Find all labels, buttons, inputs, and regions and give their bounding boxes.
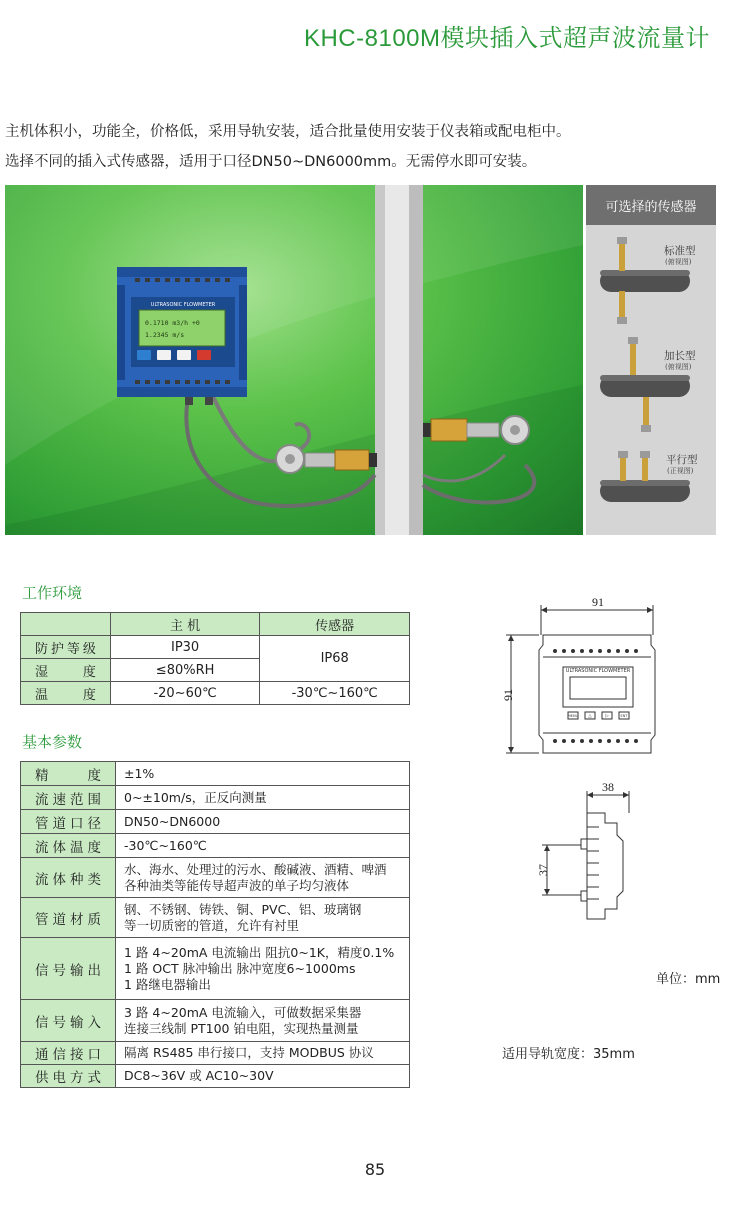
sensor-standard-sub: (俯视图)	[665, 258, 692, 266]
param-value: -30℃~160℃	[116, 834, 410, 858]
param-value: 3 路 4~20mA 电流输入，可做数据采集器 连接三线制 PT100 铂电阻，实现热量测量	[116, 1000, 410, 1042]
param-label: 管道材质	[21, 898, 116, 938]
device-brand: ULTRASONIC FLOWMETER	[150, 302, 216, 308]
sensor-parallel-sub: (正视图)	[667, 467, 694, 475]
param-value: 0~±10m/s，正反向测量	[116, 786, 410, 810]
table-row	[21, 786, 410, 810]
param-label: 信号输入	[21, 1000, 116, 1042]
param-value: 水、海水、处理过的污水、酸碱液、酒精、啤酒 各种油类等能传导超声波的单子均匀液体	[116, 858, 410, 898]
device-up-key	[157, 350, 171, 360]
intro-line-2: 选择不同的插入式传感器，适用于口径DN50~DN6000mm。无需停水即可安装。	[5, 154, 537, 170]
table-row	[21, 613, 410, 636]
sensor-standard-label: 标准型	[664, 245, 696, 257]
drawing-key-up: △	[588, 714, 592, 719]
param-label: 流体温度	[21, 834, 116, 858]
table-row	[21, 938, 410, 1000]
params-section-title: 基本参数	[22, 733, 83, 751]
param-label: 信号输出	[21, 938, 116, 1000]
table-row	[21, 1042, 410, 1065]
env-section-title: 工作环境	[22, 584, 83, 602]
table-row	[21, 858, 410, 898]
param-label: 流体种类	[21, 858, 116, 898]
env-cell: -20~60℃	[110, 682, 259, 705]
sensor-parallel-label: 平行型	[666, 454, 698, 466]
intro-line-1: 主机体积小，功能全，价格低，采用导轨安装，适合批量使用安装于仪表箱或配电柜中。	[5, 124, 571, 140]
sensor-panel-title: 可选择的传感器	[586, 185, 716, 225]
env-col-sensor: 传感器	[260, 613, 410, 636]
unit-label: 单位：mm	[656, 972, 721, 987]
table-row	[21, 834, 410, 858]
param-value: ±1%	[116, 762, 410, 786]
page-number: 85	[364, 1160, 386, 1179]
param-label: 管道口径	[21, 810, 116, 834]
drawing-key-menu: MENU	[567, 714, 579, 718]
param-label: 流速范围	[21, 786, 116, 810]
env-cell: IP30	[110, 636, 259, 659]
side-width-dim: 38	[602, 780, 614, 794]
env-row-label: 湿 度	[21, 659, 111, 682]
drawing-key-right: ▷	[605, 714, 609, 719]
env-col-host: 主 机	[110, 613, 259, 636]
env-cell: ≤80%RH	[110, 659, 259, 682]
param-label: 通信接口	[21, 1042, 116, 1065]
table-row	[21, 1065, 410, 1088]
table-row	[21, 1000, 410, 1042]
sensor-options-panel	[586, 185, 716, 535]
param-value: 1 路 4~20mA 电流输出 阻抗0~1K，精度0.1% 1 路 OCT 脉冲输出 脉冲宽度6~1000ms 1 路继电器输出	[116, 938, 410, 1000]
side-height-dim: 37	[536, 864, 550, 876]
env-row-label: 防护等级	[21, 636, 111, 659]
env-row-label: 温 度	[21, 682, 111, 705]
device-enter-key	[197, 350, 211, 360]
table-row	[21, 762, 410, 786]
front-height-dim: 91	[501, 689, 515, 701]
lcd-line-2: 1.2345 m/s	[145, 331, 185, 339]
param-value: 钢、不锈钢、铸铁、铜、PVC、铝、玻璃钢 等一切质密的管道，允许有衬里	[116, 898, 410, 938]
table-row	[21, 636, 410, 659]
param-value: DC8~36V 或 AC10~30V	[116, 1065, 410, 1088]
device-menu-key	[137, 350, 151, 360]
env-cell: IP68	[260, 636, 410, 682]
params-table	[20, 761, 410, 1088]
page-title: KHC-8100M模块插入式超声波流量计	[303, 25, 710, 52]
lcd-line-1: 0.1710 m3/h +0	[145, 319, 200, 327]
rail-width-label: 适用导轨宽度：35mm	[502, 1047, 635, 1062]
table-row	[21, 898, 410, 938]
product-photo	[5, 185, 583, 535]
drawing-front-label: ULTRASONIC FLOWMETER	[565, 668, 631, 674]
sensor-extended-sub: (俯视图)	[665, 363, 692, 371]
param-label: 精 度	[21, 762, 116, 786]
sensor-extended-label: 加长型	[664, 350, 696, 362]
env-cell: -30℃~160℃	[260, 682, 410, 705]
table-row	[21, 682, 410, 705]
param-value: 隔离 RS485 串行接口，支持 MODBUS 协议	[116, 1042, 410, 1065]
param-label: 供电方式	[21, 1065, 116, 1088]
env-table	[20, 612, 410, 705]
drawing-key-enter: ENT	[620, 714, 628, 718]
dimension-drawing	[495, 595, 685, 940]
device-right-key	[177, 350, 191, 360]
param-value: DN50~DN6000	[116, 810, 410, 834]
front-width-dim: 91	[592, 595, 604, 609]
table-row	[21, 810, 410, 834]
